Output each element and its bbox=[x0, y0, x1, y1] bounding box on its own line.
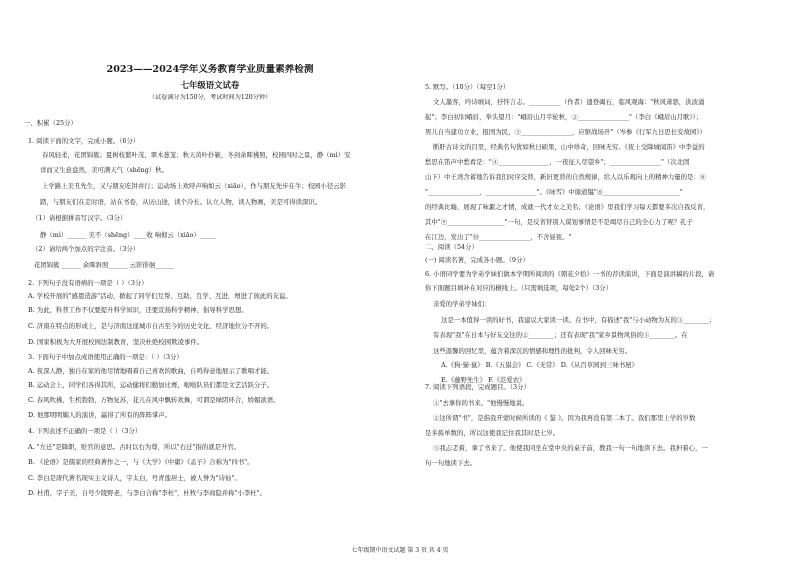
fill-line: 在江边，发出了"⑩________________，不舍昼夜。" bbox=[425, 233, 572, 241]
speech-line: 有表现"我"在日本与好友交往的②________；还有表现"我"家乡景物风俗的③________。在 bbox=[433, 331, 688, 339]
fill-line: 山下）中王湾含蓄地告诉我们时序交替，新旧更替的自然规律，给人以乐观向上的精神力量的是：⑥ bbox=[425, 173, 707, 181]
fill-line: 起"；李白初识峨眉，举头望月："峨眉山月半轮秋，②________________"（李白《峨眉山月歌》）； bbox=[425, 113, 703, 121]
fill-line: "________________，________________"。《咏雪》中谢道韫"⑧________________________" bbox=[425, 188, 683, 196]
fill-line: 的经典比喻，展现了咏絮之才情，成就一代才女之美名；《论语》里我们学习每天都要多次自我反省， bbox=[425, 203, 710, 211]
passage-line: 上学路上美丑先生，又与朋友吃饼并行；运动场上欢呼声响如云（xiāo），作与朋友先步在牛；校园小径云影 bbox=[42, 182, 347, 190]
passage-line: 踏，与朋友们在走时语，站在书卷，从历山途，读个冷长。认立人物，读人物画，美是可得读深识。 bbox=[40, 198, 322, 206]
subquestion: （2）请给两个加点的字注音。（3分） bbox=[32, 245, 140, 253]
option: B. 为此，科普工作不仅要提升科学知识，还要宣扬科学精神、倡导科学思想。 bbox=[28, 306, 248, 314]
exam-subtitle: 七年级语文试卷 bbox=[180, 80, 240, 90]
reading-line: 句一句地读下去。 bbox=[425, 459, 477, 467]
option: A. "左迁"是降职，贬官的意思。古时以右为尊，所以"右迁"指的就是升官。 bbox=[28, 443, 241, 451]
question-stem: 6. 小语同学要为学弟学妹们做本学期所阅读的《朝花夕拾》一书的荐读演讲，下面是演讲稿的片段，请 bbox=[425, 270, 715, 278]
option: A. 夜深人静，独自在家的他尽情地唱着自己喜欢的歌曲，自鸣得意地展示了歌唱才能。 bbox=[28, 367, 274, 375]
speech-line: 这些温馨的回忆里，蕴含着深沉的情感和理性的批判，令人回味无穷。 bbox=[433, 347, 632, 355]
question-stem: 你下面题目填补在对应的横线上。（只需填选项，每处2个）（3分） bbox=[425, 284, 613, 292]
fill-line: 断肝古诗文的目里，经典名句犹如秋日硕果，山中珍奇，回味无穷。《夜上受降城闻笛》中李益的 bbox=[433, 143, 705, 151]
question-stem: 4. 下列表述不正确的一项是（ ）（3分） bbox=[28, 427, 142, 435]
passage-line: 详而又生意盎然，美可满天气（shēng）秋。 bbox=[40, 166, 169, 174]
fill-line: 其中"⑨__________________"一句，是反省替别人谋划事情是不是竭尽自己的全心力了呢？孔子 bbox=[425, 218, 693, 226]
exam-title: 2023——2024学年义务教育学业质量素养检测 bbox=[106, 64, 314, 75]
exam-note: （试卷满分为150分，考试时间为120分钟） bbox=[148, 94, 272, 101]
option: D. 国家积极为大开展校园法制教育，坚决杜绝校园欺凌事件。 bbox=[28, 338, 204, 346]
section-heading: 一、积累（25分） bbox=[24, 119, 77, 127]
subquestion-items: 花团锦簇 ______ 余晖斜照______ 云影徘徊______ bbox=[34, 261, 175, 269]
question-stem: 2. 下列句子没有语病的一项是（ ）（3分） bbox=[28, 279, 148, 287]
fill-line: 男儿自当建功立业，报国为民，③________________，应驱战场开"（岑参《行军九日思长安故园》） bbox=[425, 128, 706, 136]
question-stem: 3. 下面句子中加点成语使用正确的一项是：（ ）（3分） bbox=[28, 353, 183, 361]
subsection-heading: (一) 阅读名著，完成各小题。（9分） bbox=[425, 256, 529, 264]
fill-line: 愁思在笛声中愁看是："④________________，一夜征人尽望乡"；________________"（次北固 bbox=[425, 158, 690, 166]
option: C. 春风吹拂，生机勃勃，万物复苏，花儿在风中飘转欢舞，可谓是绿阴环合，娇媚欲语。 bbox=[28, 396, 280, 404]
subquestion: （1）请根据拼音写汉字。（3分） bbox=[32, 214, 127, 222]
reading-line: ③我忐忑着，拿了书来了。他使我同坐在堂中央的桌子前，教我一句一句地读下去。我担着心，一 bbox=[433, 444, 708, 452]
option: D. 杜甫，字子美，自号少陵野老，与李白合称"李杜"，杜牧与李商隐并称"小李杜"。 bbox=[28, 489, 266, 497]
option: B. 《论语》是儒家的经典著作之一，与《大学》《中庸》《孟子》合称为"四书"。 bbox=[28, 458, 254, 466]
speech-salute: 亲爱的学弟学妹们： bbox=[433, 300, 491, 308]
option: C. 济南在特点的形成上，是与济南这座城市自古至今的历史文化、经济地位分不开的。 bbox=[28, 322, 274, 330]
option: A. 学校开展的"感恩造游"活动，掀起了同学们互帮、互助、互学、互进，增进了彼此的友谊。 bbox=[28, 292, 292, 300]
speech-line: 这是一本值得一读的好书，我建议大家读一读。在书中，有描述"我"与小动物为友的①________； bbox=[441, 316, 716, 324]
page-footer: 七年级期中语文试题 第 3 页 共 4 页 bbox=[351, 547, 449, 554]
passage-line: 春风轻柔，花团锦簇；夏树枝繁叶茂，翠木葱茏；秋天黄叶扑簌，冬剑余晖拂照，校园四时之景，静（mì）安 bbox=[42, 151, 351, 159]
option: C. 李白是唐代著名现实主义诗人，字太白，号青莲居士，被人誉为"诗仙"。 bbox=[28, 474, 241, 482]
question-stem: 1. 阅读下面的文字，完成小题。（6分） bbox=[28, 137, 140, 145]
question-stem: 7. 阅读下列语段，完成题目。（3分） bbox=[425, 383, 530, 391]
option: D. 他那明明媚人的演讲，赢得了所有的阵阵掌声。 bbox=[28, 411, 172, 419]
option-row: A.《狗·猫·鼠》 B.《五猖会》 C.《无常》 D.《从百草园到三味书屋》 bbox=[441, 361, 638, 369]
subquestion-items: 静（mì）______ 美不（shēng）____收 响彻云（xiāo）_____ bbox=[40, 231, 216, 239]
question-stem: 5. 默写。（10分）（每空1分） bbox=[425, 83, 510, 91]
option-row: E.《藤野先生》 F.《范爱农》 bbox=[441, 376, 526, 384]
section-heading: 二、阅读（54分） bbox=[425, 243, 478, 251]
reading-line: ①"去拿你的书来。"他慢慢地说。 bbox=[433, 399, 529, 407]
option: B. 运动会上，同学们各得其所，运动健将们勤加比赛，啦啦队员们都是文艺活跃分子。 bbox=[28, 381, 274, 389]
reading-line: 是多拣单数的，所以这使我记住我其时是七岁。 bbox=[425, 429, 560, 437]
reading-line: ②这所谓"书"，是指我开蒙时候所读的《 鉴 》。因为我再没有第二本了。我们那里上学的岁数 bbox=[433, 414, 696, 422]
fill-line: 文人墨客，吟诗填词，抒怀言志。__________（作者）遗登碣石，临风观海："秋风萧瑟，洪波涌 bbox=[433, 98, 705, 106]
